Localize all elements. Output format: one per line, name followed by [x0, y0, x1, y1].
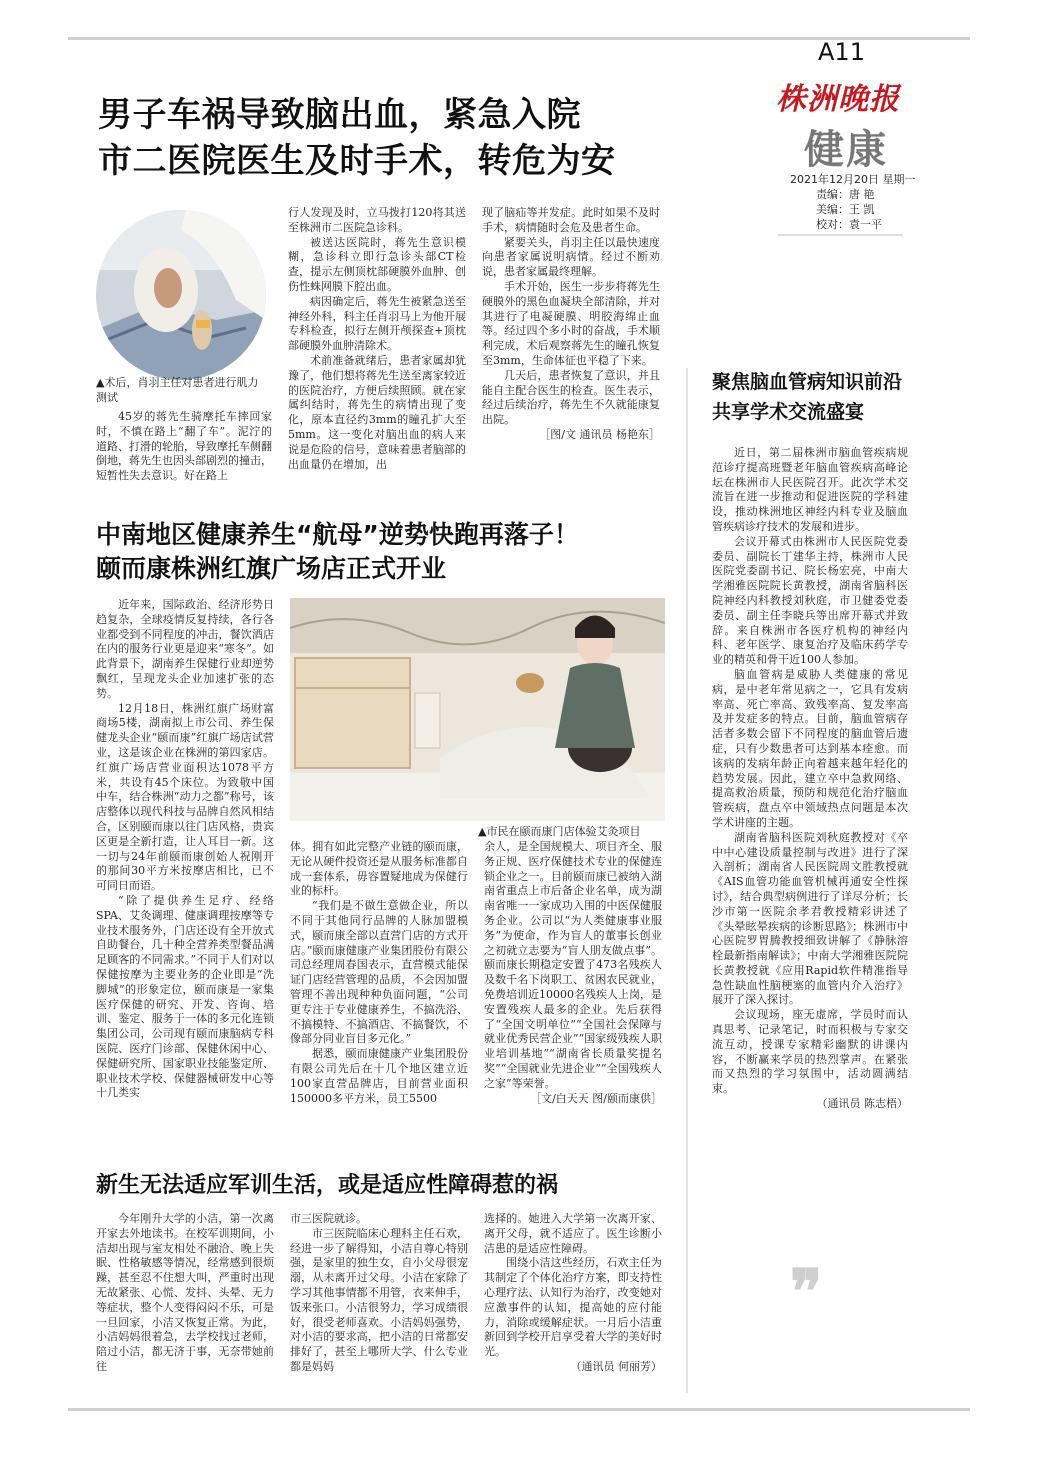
paragraph: 手术开始，医生一步步将蒋先生硬膜外的黑色血凝块全部清除，并对其进行了电凝硬膜、明胶海绵止血等。经过四个多小时的奋战，手术顺利完成，术后观察蒋先生的瞳孔恢复至3mm，生命体征也平稳了下来。: [482, 279, 660, 367]
issue-date: 2021年12月20日 星期一: [790, 173, 916, 186]
article2-photo: [290, 598, 665, 821]
section-title: 健康: [804, 127, 888, 173]
article2-credit: ［文/白天天 图/颐而康供］: [530, 1091, 662, 1105]
issue-meta: [790, 172, 916, 232]
article3-column-2: [290, 1212, 468, 1390]
page-number: A11: [818, 38, 865, 66]
moxibustion-scene-illustration: [290, 598, 665, 821]
paragraph: 余人，是全国规模大、项目齐全、服务正规、医疗保健技术专业的保健连锁企业之一。目前颐而康已被纳入湖南省重点上市后备企业名单，成为湖南省唯一一家成功入围的中医保健服务企业。公司以“为人类健康事业服务”为使命，作为盲人的董事长创业之初就立志要为“盲人朋友做点事”。颐而康长期稳定安置了473名残疾人及数千名下岗职工、贫困农民就业，免费培训近10000名残疾人上岗，是安置残疾人最多的企业。先后获得了“全国文明单位”“全国社会保障与就业优秀民营企业”“国家级残疾人职业培训基地”“湖南省长质量奖提名奖”“全国就业先进企业”“全国残疾人之家”等荣誉。: [484, 840, 662, 1090]
paragraph: 湖南省脑科医院刘秋庭教授对《卒中中心建设质量控制与改进》进行了深入剖析；湖南省人民医院周文胜教授就《AIS血管功能血管机械再通安全性探讨》，结合典型病例进行了详尽分析；长沙市第一医院余孝君教授精彩讲述了《头晕眩晕疾病的诊断思路》；株洲市中心医院罗胃腾教授细致讲解了《静脉溶栓最新指南解读》；中南大学湘雅医院院长黄教授就《应用Rapid软件精准指导急性缺血性脑梗塞的血管内介入治疗》展开了深入探讨。: [712, 830, 908, 1007]
article2-headline-line2: 颐而康株洲红旗广场店正式开业: [96, 554, 447, 583]
masthead-logo: 株洲晚报: [776, 82, 900, 117]
paragraph: 脑血管病是威胁人类健康的常见病，是中老年常见病之一，它具有发病率高、死亡率高、致残率高、复发率高及并发症多的特点。目前，脑血管病存活者多数会留下不同程度的脑血管后遗症，只有少数患者可达到基本痊愈。而该病的发病年龄正向着越来越年轻化的趋势发展。因此，建立卒中急救网络、提高救治质量，预防和规范化治疗脑血管疾病，盘点卒中领域热点问题是本次学术讲座的主题。: [712, 667, 908, 829]
meta-divider: [778, 234, 903, 236]
article4-headline-line1: 聚焦脑血管病知识前沿: [712, 371, 903, 393]
article4-credit: （通讯员 陈志梧）: [816, 1097, 908, 1111]
paragraph: 被送达医院时，蒋先生意识模糊，急诊科立即行急诊头部CT检查，提示左侧顶枕部硬膜外血肿、创伤性蛛网膜下腔出血。: [288, 235, 466, 293]
paragraph: “除了提供养生足疗、经络SPA、艾灸调理、健康调理按摩等专业技术服务外，门店还设有全开放式自助餐台，几十种全营养类型餐品满足顾客的不同需求。”不同于人们对以保健按摩为主要业务的企业即是“洗脚城”的形象定位，颐而康是一家集医疗保健的研究、开发、咨询、培训、鉴定、服务于一体的多元化连锁集团公司，公司现有颐而康脑病专科医院、医疗门诊部、保健休闲中心、保健研究所、国家职业技能鉴定所、职业技术学校、保健器械研发中心等十几类实: [96, 893, 274, 1100]
article2-column-2: [290, 840, 468, 1142]
bottom-rule: [68, 1408, 970, 1411]
article3-headline: 新生无法适应军训生活，或是适应性障碍惹的祸: [96, 1173, 559, 1198]
article4-body: [712, 446, 908, 1252]
paragraph: “我们是不做生意做企业，所以不同于其他同行品牌的人脉加盟模式，颐而康全部以直营门店的方式开店。”颐而康健康产业集团股份有限公司总经理周春国表示，直营模式能保证门店经营管理的品质，不会因加盟管理不善出现种种负面问题，“公司更专注于专业健康养生，不搞洗浴、不搞模特、不搞酒店、不搞餐饮，不像部分同业盲目多元化。”: [290, 899, 468, 1046]
editor-credit: 责编：唐 艳: [816, 188, 875, 201]
article4-headline-line2: 共享学术交流盛宴: [712, 401, 865, 423]
doctor-patient-illustration: [96, 210, 266, 380]
paragraph: 今年刚升大学的小洁，第一次离开家去外地读书。在校军训期间，小洁却出现与室友相处不融洽、晚上失眠、性格敏感等情况，经常感到很烦躁，甚至忍不住想大叫，严重时出现无故紧张、心慌、发抖、头晕、无力等症状，整个人变得闷闷不乐，可是一旦回家，小洁又恢复正常。为此，小洁妈妈很着急，去学校找过老师，陪过小洁，都无济于事，无奈带她前往: [96, 1212, 274, 1373]
paragraph: 行人发现及时，立马拨打120将其送至株洲市二医院急诊科。: [288, 206, 466, 234]
paragraph: 市三医院就诊。: [290, 1212, 367, 1225]
paragraph: 选择的。她进入大学第一次离开家、离开父母，就不适应了。医生诊断小洁患的是适应性障碍。: [484, 1212, 662, 1255]
article2-column-1: [96, 598, 274, 1146]
paragraph: 据悉，颐而康健康产业集团股份有限公司先后在十几个地区建立近100家直营品牌店，目前营业面积150000多平方米，员工5500: [290, 1047, 468, 1105]
paragraph: 几天后，患者恢复了意识，并且能自主配合医生的检查。医生表示，经过后续治疗，蒋先生不久就能康复出院。: [482, 368, 660, 427]
quote-mark-icon: ❞: [790, 1257, 823, 1327]
column-divider: [686, 368, 688, 1393]
article1-column-3: [482, 206, 660, 492]
paragraph: 围绕小洁这些经历，石欢主任为其制定了个体化治疗方案，即支持性心理疗法、认知行为治疗，改变她对应激事件的认知，提高她的应付能力，消除或缓解症状。一月后小洁重新回到学校开启享受着大学的美好时光。: [484, 1256, 662, 1359]
designer-credit: 美编：王 凯: [816, 203, 875, 216]
article2-headline-line1: 中南地区健康养生“航母”逆势快跑再落子！: [96, 520, 579, 549]
article3-column-1: [96, 1212, 274, 1390]
paragraph: 12月18日，株洲红旗广场财富商场5楼，湖南拟上市公司、养生保健龙头企业“颐而康”红旗广场店试营业，这是该企业在株洲的第四家店。红旗广场店营业面积达1078平方米，共设有45个床位。为致敬中国中车，结合株洲“动力之都”称号，该店整体以现代科技与品牌自然风相结合，区别颐而康以往门店风格，贵宾区更是全新打造，让人耳目一新。这一切与24年前颐而康创始人祝刚开的那间30平方米按摩店相比，已不可同日而语。: [96, 701, 274, 893]
paragraph: 紧要关头，肖羽主任以最快速度向患者家属说明病情。经过不断劝说，患者家属最终理解。: [482, 235, 660, 279]
article1-photo: [96, 210, 266, 380]
article2-column-3: [484, 840, 662, 1142]
article1-headline-line1: 男子车祸导致脑出血，紧急入院: [98, 95, 581, 135]
paragraph: 术前准备就绪后，患者家属却犹豫了，他们想将蒋先生送至离家较近的医院治疗，方便后续照顾。就在家属纠结时，蒋先生的病情出现了变化，原本直径约3mm的瞳孔扩大至5mm。这一变化对脑出血的病人来说是危险的信号，意味着患者脑部的出血量仍在增加，出: [288, 353, 466, 471]
article1-photo-caption: ▲术后，肖羽主任对患者进行肌力测试: [96, 376, 259, 404]
article1-credit: ［图/文 通讯员 杨艳东］: [539, 427, 660, 441]
article3-credit: （通讯员 何丽芳）: [570, 1359, 662, 1373]
article2-photo-caption: ▲市民在颐而康门店体验艾灸项目: [478, 825, 641, 838]
paragraph: 45岁的蒋先生骑摩托车摔回家时，不慎在路上“翻了车”。泥泞的道路、打滑的轮胎，导致摩托车侧翻倒地，蒋先生也因头部剧烈的撞击，短暂性失去意识。好在路上: [96, 410, 272, 483]
article3-column-3: [484, 1212, 662, 1390]
article1-column-1: [96, 410, 272, 508]
paragraph: 会议开幕式由株洲市人民医院党委委员、副院长丁建华主持，株洲市人民医院党委副书记、院长杨宏亮，中南大学湘雅医院院长黄教授，湖南省脑科医院神经内科教授刘秋庭，市卫健委党委委员、副主任李晓兵等出席开幕式并致辞。来自株洲市各医疗机构的神经内科、老年医学、康复治疗及临床药学专业的精英和骨干近100人参加。: [712, 534, 908, 667]
article1-column-2: [288, 206, 466, 492]
paragraph: 近日，第二届株洲市脑血管疾病规范诊疗提高班暨老年脑血管疾病高峰论坛在株洲市人民医院召开。此次学术交流旨在进一步推动和促进医院的学科建设，推动株洲地区神经内科专业及脑血管疾病诊疗技术的发展和进步。: [712, 446, 908, 533]
paragraph: 病因确定后，蒋先生被紧急送至神经外科，科主任肖羽马上为他开展专科检查，拟行左侧开颅探查+顶枕部硬膜外血肿清除术。: [288, 294, 466, 353]
paragraph: 市三医院临床心理科主任石欢，经进一步了解得知，小洁自尊心特别强，是家里的独生女，自小父母很宠溺，从未离开过父母。小洁在家除了学习其他事情都不用管，衣来伸手，饭来张口。小洁很努力，学习成绩很好，很受老师喜欢。小洁妈妈强势，对小洁的要求高，把小洁的日常都安排好了，甚至上哪所大学、什么专业都是妈妈: [290, 1226, 468, 1373]
article1-headline-line2: 市二医院医生及时手术，转危为安: [98, 141, 616, 181]
paragraph: 会议现场，座无虚席，学员时而认真思考、记录笔记，时而积极与专家交流互动，授课专家精彩幽默的讲课内容，不断赢来学员的热烈掌声。在紧张而又热烈的学习氛围中，活动圆满结束。: [712, 1008, 908, 1096]
paragraph: 现了脑疝等并发症。此时如果不及时手术，病情随时会危及患者生命。: [482, 206, 660, 234]
proofreader-credit: 校对：袁一平: [816, 218, 882, 231]
paragraph: 体。拥有如此完整产业链的颐而康，无论从硬件投资还是从服务标准都自成一套体系，毋容置疑地成为保健行业的标杆。: [290, 840, 468, 898]
paragraph: 近年来，国际政治、经济形势日趋复杂，全球疫情反复持续，各行各业都受到不同程度的冲击，餐饮酒店在内的服务行业更是迎来“寒冬”。如此背景下，湖南养生保健行业却逆势飘红，呈现龙头企业加速扩张的态势。: [96, 598, 274, 700]
